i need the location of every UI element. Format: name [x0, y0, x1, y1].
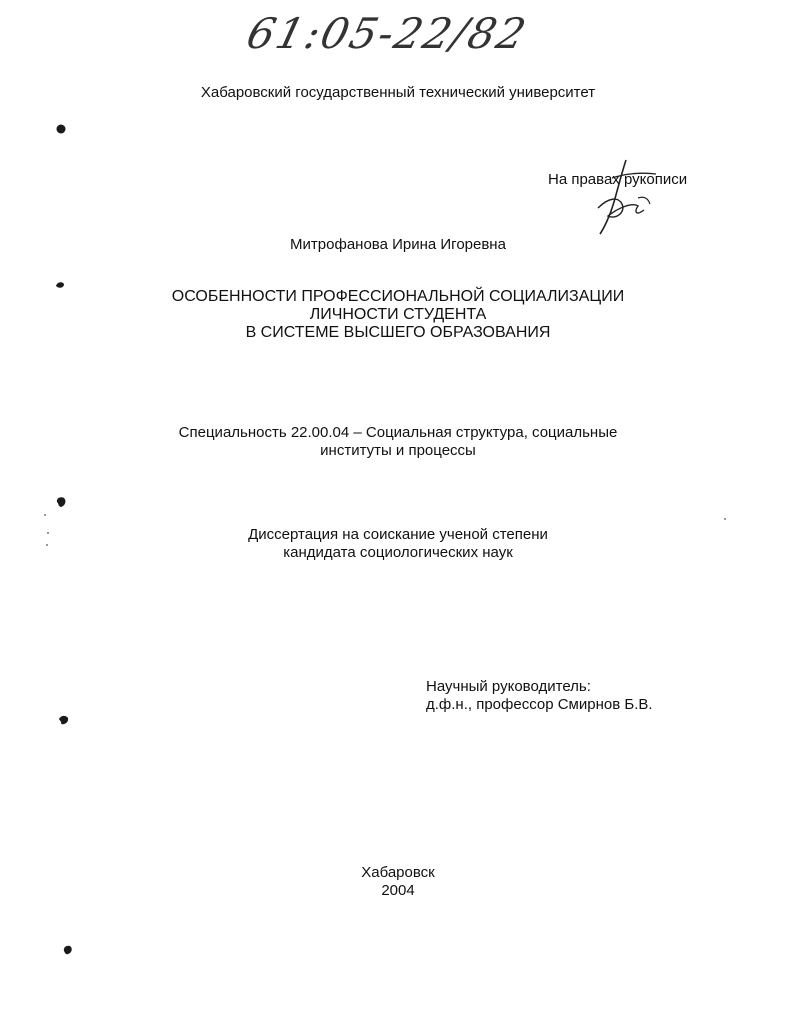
author-name [0, 236, 796, 254]
place-and-year [0, 864, 796, 900]
scan-speck [46, 544, 48, 546]
advisor-name: д.ф.н., профессор Смирнов Б.В. [426, 696, 653, 713]
scan-speck [47, 532, 49, 534]
university-line: Хабаровский государственный технический университет [200, 84, 596, 101]
university-name [0, 84, 796, 102]
punch-mark-icon [56, 124, 66, 134]
punch-mark-icon [55, 280, 65, 290]
author-line: Митрофанова Ирина Игоревна [290, 236, 506, 253]
specialty-line: институты и процессы [320, 442, 476, 459]
advisor-label: Научный руководитель: [426, 678, 591, 695]
punch-mark-icon [62, 944, 74, 956]
year: 2004 [381, 882, 415, 899]
handwritten-archive-number [242, 8, 538, 68]
scan-speck [44, 514, 46, 516]
city: Хабаровск [361, 864, 435, 881]
scan-speck [724, 518, 726, 520]
specialty-line: Специальность 22.00.04 – Социальная структура, социальные [178, 424, 618, 441]
archive-number-text: 61:05-22/82 [242, 9, 533, 58]
signature-mark [578, 158, 688, 238]
title-line: В СИСТЕМЕ ВЫСШЕГО ОБРАЗОВАНИЯ [245, 324, 551, 341]
specialty [0, 424, 796, 460]
title-line: ЛИЧНОСТИ СТУДЕНТА [309, 306, 487, 323]
degree-statement [0, 526, 796, 562]
punch-mark-icon [58, 714, 70, 726]
title-line: ОСОБЕННОСТИ ПРОФЕССИОНАЛЬНОЙ СОЦИАЛИЗАЦИИ [171, 288, 625, 305]
punch-mark-icon [55, 496, 67, 508]
scientific-advisor [426, 678, 653, 714]
degree-line: кандидата социологических наук [283, 544, 513, 561]
rights-note: На правах рукописи [548, 171, 688, 188]
degree-line: Диссертация на соискание ученой степени [248, 526, 548, 543]
dissertation-title [0, 288, 796, 342]
